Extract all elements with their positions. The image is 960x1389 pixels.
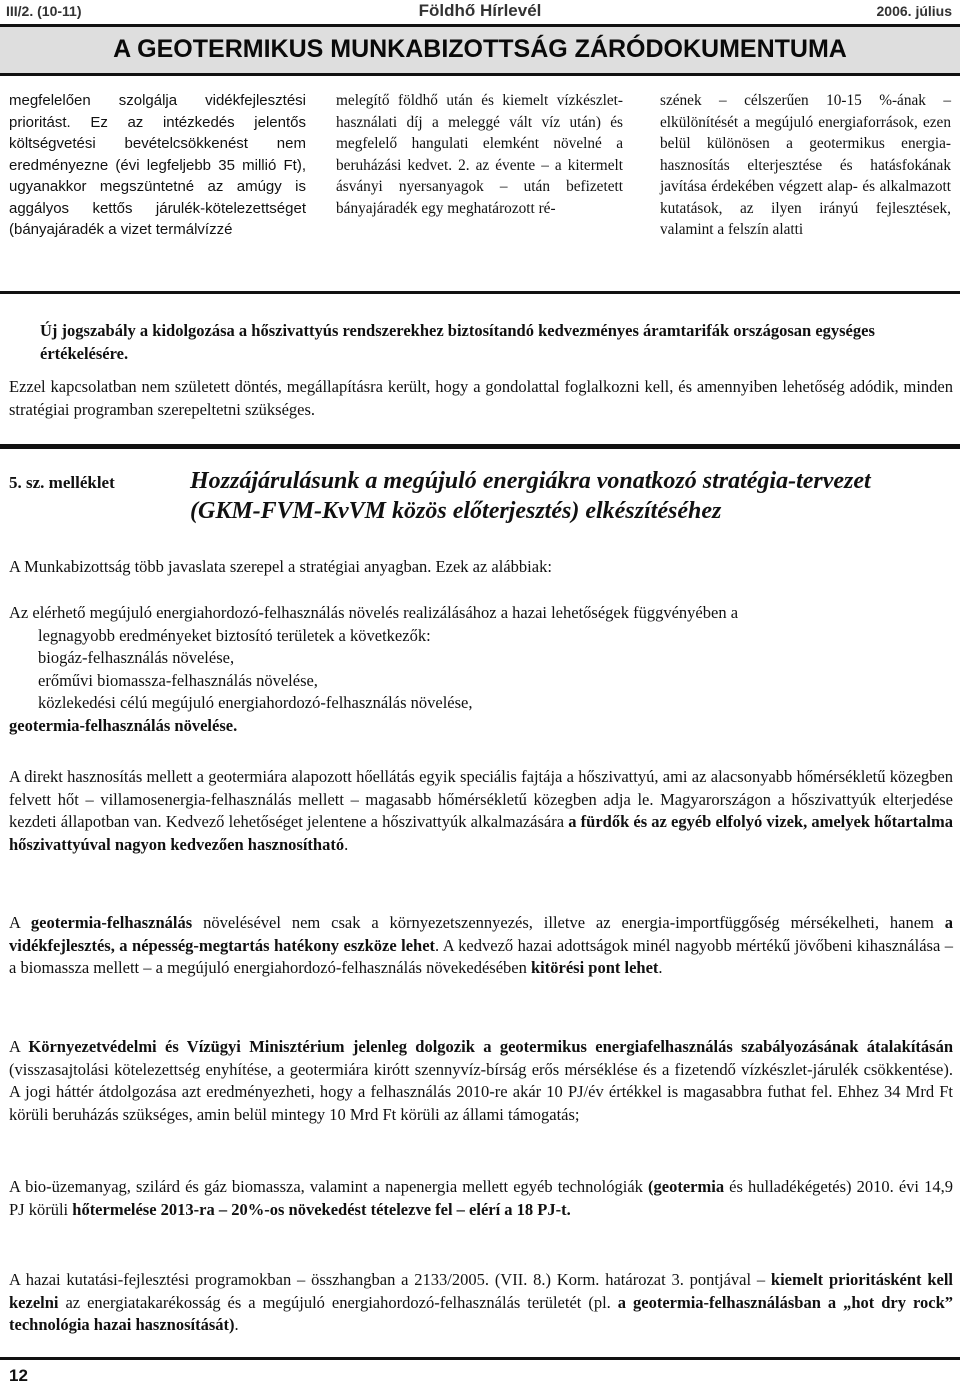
issue-date: 2006. július [876, 3, 952, 19]
intro-paragraph: A Munkabizottság több javaslata szerepel a stratégiai anyagban. Ezek az alábbiak: [9, 557, 552, 576]
footer-divider [0, 1357, 960, 1360]
paragraph-geothermal-use: A geotermia-felhasználás növelésével nem csak a környezetszennyezés, illetve az energia-importfüggőség mérsékelheti, hanem a vidékfejlesztés, a népesség-megtartás hatékony eszköze lehet. A kedvező hazai adottságok minél nagyobb mértékű jövőbeni kihasználása – a biomassza mellett – a megújuló energiahordozó-felhasználás növekedésében kitörési pont lehet. [9, 913, 953, 978]
text-column-3: szének – célszerűen 10-15 %-ának – elkülönítését a megújuló energiaforrások, ezen belül különösen a geotermikus energia-hasznosítás elterjesztése és hatásfokának javítása érdekében végzett alap- és alkalmazott kutatások, az ilyen irányú fejlesztések, valamint a felszín alatti [660, 92, 951, 238]
priority-list [9, 602, 953, 738]
annex-divider [0, 444, 960, 449]
section-divider [0, 291, 960, 294]
section-heading: Új jogszabály a kidolgozása a hőszivattyús rendszerekhez biztosítandó kedvezményes áramtarifák országosan egységes értékelésére. [40, 321, 875, 363]
newsletter-name: Földhő Hírlevél [418, 1, 542, 20]
list-item-bold: geotermia-felhasználás növelése. [9, 715, 238, 735]
list-item: közlekedési célú megújuló energiahordozó-felhasználás növelése, [38, 693, 473, 713]
list-item: biogáz-felhasználás növelése, [38, 648, 235, 668]
issue-number: III/2. (10-11) [6, 3, 82, 19]
paragraph-research: A hazai kutatási-fejlesztési programokban – összhangban a 2133/2005. (VII. 8.) Korm. határozat 3. pontjával – kiemelt prioritásként kell kezelni az energiatakarékosság és a megújuló energiahordozó-felhasználás területét (pl. a geotermia-felhasználásban a „hot dry rock” technológia hazai hasznosítását). [9, 1270, 954, 1335]
list-intro-line: Az elérhető megújuló energiahordozó-felhasználás növelés realizálásához a hazai lehetőségek függvényében a [9, 603, 739, 622]
paragraph-heat-pump: A direkt hasznosítás mellett a geotermiára alapozott hőellátás egyik speciális fajtája a hőszivattyú, ami az alacsonyabb hőmérsékletű közegben felvett hőt – villamosenergia-felhasználás mellett – magasabb hőmérsékletű közegben adja le. Magyarországon a hőszivattyúk elterjedése kezdeti állapotban van. Kedvező lehetőséget jelentene a hőszivattyúk alkalmazására a fürdők és az egyéb elfolyó vizek, amelyek hőtartalma hőszivattyúval nagyon kedvezően hasznosítható. [9, 767, 953, 854]
page-number: 12 [9, 1366, 28, 1385]
list-intro-line: legnagyobb eredményeket biztosító területek a következők: [38, 625, 431, 645]
annex-title-line: (GKM-FVM-KvVM közös előterjesztés) elkészítéséhez [190, 498, 722, 524]
page-header [0, 0, 960, 22]
annex-title-line: Hozzájárulásunk a megújuló energiákra vonatkozó stratégia-tervezet [190, 468, 871, 494]
paragraph-ministry: A Környezetvédelmi és Vízügyi Minisztérium jelenleg dolgozik a geotermikus energiafelhasználás szabályozásának átalakításán (visszasajtolási kötelezettség enyhítése, a geotermiára kirótt szennyvíz-bírság erős mérséklése és a fizetendő vízkészlet-járulék csökkentése). A jogi háttér átdolgozása azt eredményezheti, hogy a felhasználás 2010-re akár 10 PJ/év értékkel is magasabbra futhat fel. Ehhez 34 Mrd Ft körüli beruházás szükséges, amin belül mintegy 10 Mrd Ft körüli az állami támogatás; [9, 1037, 953, 1124]
annex-title [190, 466, 960, 526]
text-column-2: melegítő földhő után és kiemelt vízkészlet-használati díj a meleggé vált víz után) és megfelelő hangulati elemként növelné a beruházási kedvet. 2. az évente – a kitermelt ásványi nyersanyagok – után befizetett bányajáradék egy meghatározott ré- [336, 92, 623, 217]
paragraph-biofuel: A bio-üzemanyag, szilárd és gáz biomassza, valamint a napenergia mellett egyéb technológiák (geotermia és hulladékégetés) 2010. évi 14,9 PJ körüli hőtermelése 2013-ra – 20%-os növekedést tételezve fel – elérí a 18 PJ-t. [9, 1177, 953, 1219]
section-text: Ezzel kapcsolatban nem született döntés, megállapításra került, hogy a gondolattal foglalkozni kell, és amennyiben lehetőség adódik, minden stratégiai programban szerepeltetni szükséges. [9, 377, 953, 419]
annex-label: 5. sz. melléklet [9, 473, 115, 492]
list-item: erőművi biomassza-felhasználás növelése, [38, 670, 318, 690]
text-column-1: megfelelően szolgálja vidékfejlesztési prioritást. Ez az intézkedés jelentős költségvetési bevételcsökkenést nem eredményezne (évi legfeljebb 35 millió Ft), ugyanakkor megszüntetné az amúgy is aggályos kettős járulék-kötelezettséget (bányajáradék a vizet termálvízzé [9, 92, 306, 238]
document-title: A GEOTERMIKUS MUNKABIZOTTSÁG ZÁRÓDOKUMENTUMA [0, 24, 960, 76]
